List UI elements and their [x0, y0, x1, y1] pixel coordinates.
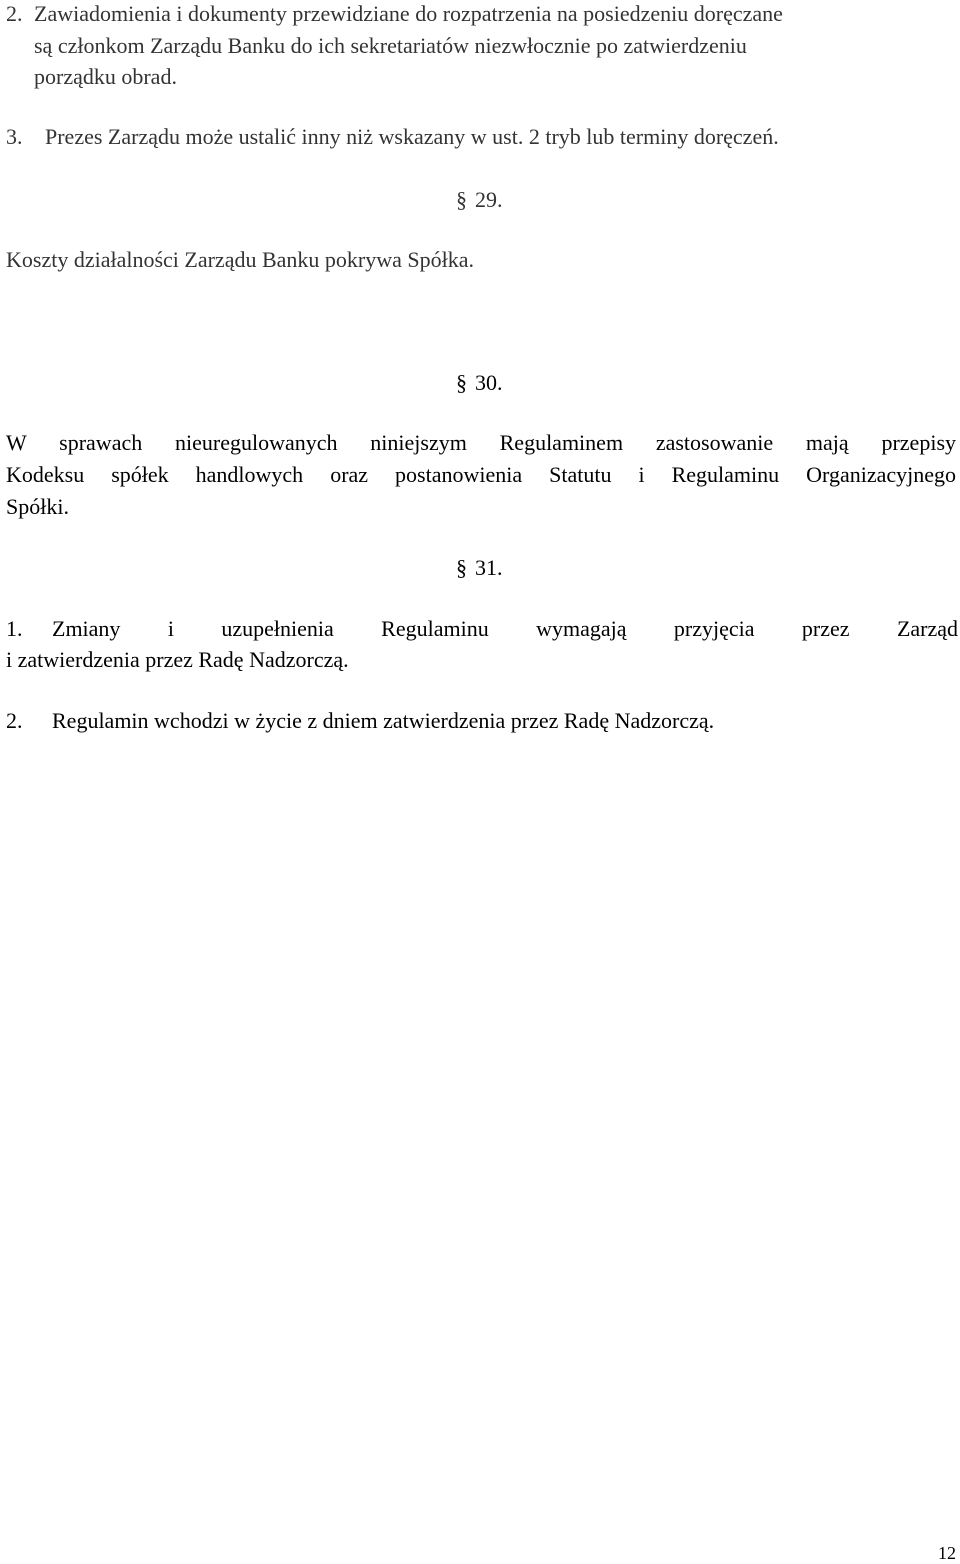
- section-31-item-2-number: 2.: [6, 708, 23, 733]
- section-30-line-2: Kodeksu spółek handlowych oraz postanowienia Statutu i Regulaminu Organizacyjnego: [6, 462, 956, 487]
- section-sign: §: [456, 187, 467, 212]
- section-30-number: 30.: [475, 370, 503, 395]
- item-2-line-1: Zawiadomienia i dokumenty przewidziane do rozpatrzenia na posiedzeniu doręczane: [34, 1, 783, 26]
- section-31-item-1-line-2: i zatwierdzenia przez Radę Nadzorczą.: [6, 647, 349, 672]
- section-31-number: 31.: [475, 555, 503, 580]
- section-31-item-2-text: Regulamin wchodzi w życie z dniem zatwierdzenia przez Radę Nadzorczą.: [52, 708, 715, 733]
- item-2-line-2: są członkom Zarządu Banku do ich sekretariatów niezwłocznie po zatwierdzeniu: [34, 33, 747, 58]
- section-30-line-1: W sprawach nieuregulowanych niniejszym Regulaminem zastosowanie mają przepisy: [6, 430, 956, 455]
- section-31-item-1-number: 1.: [6, 616, 23, 641]
- section-29-text: Koszty działalności Zarządu Banku pokrywa Spółka.: [6, 247, 474, 272]
- section-30-heading: [456, 367, 503, 399]
- item-3-number: 3.: [6, 124, 23, 149]
- section-29-number: 29.: [475, 187, 503, 212]
- item-3-text: Prezes Zarządu może ustalić inny niż wskazany w ust. 2 tryb lub terminy doręczeń.: [45, 124, 779, 149]
- page-number: 12: [938, 1543, 956, 1563]
- section-31-item-1-line-1: Zmiany i uzupełnienia Regulaminu wymagają przyjęcia przez Zarząd: [52, 616, 958, 641]
- item-2-line-3: porządku obrad.: [34, 64, 177, 89]
- section-sign: §: [456, 555, 467, 580]
- section-sign: §: [456, 370, 467, 395]
- item-2-number: 2.: [6, 1, 23, 26]
- section-30-line-3: Spółki.: [6, 494, 69, 519]
- section-31-heading: [456, 552, 503, 584]
- section-29-heading: [456, 184, 503, 216]
